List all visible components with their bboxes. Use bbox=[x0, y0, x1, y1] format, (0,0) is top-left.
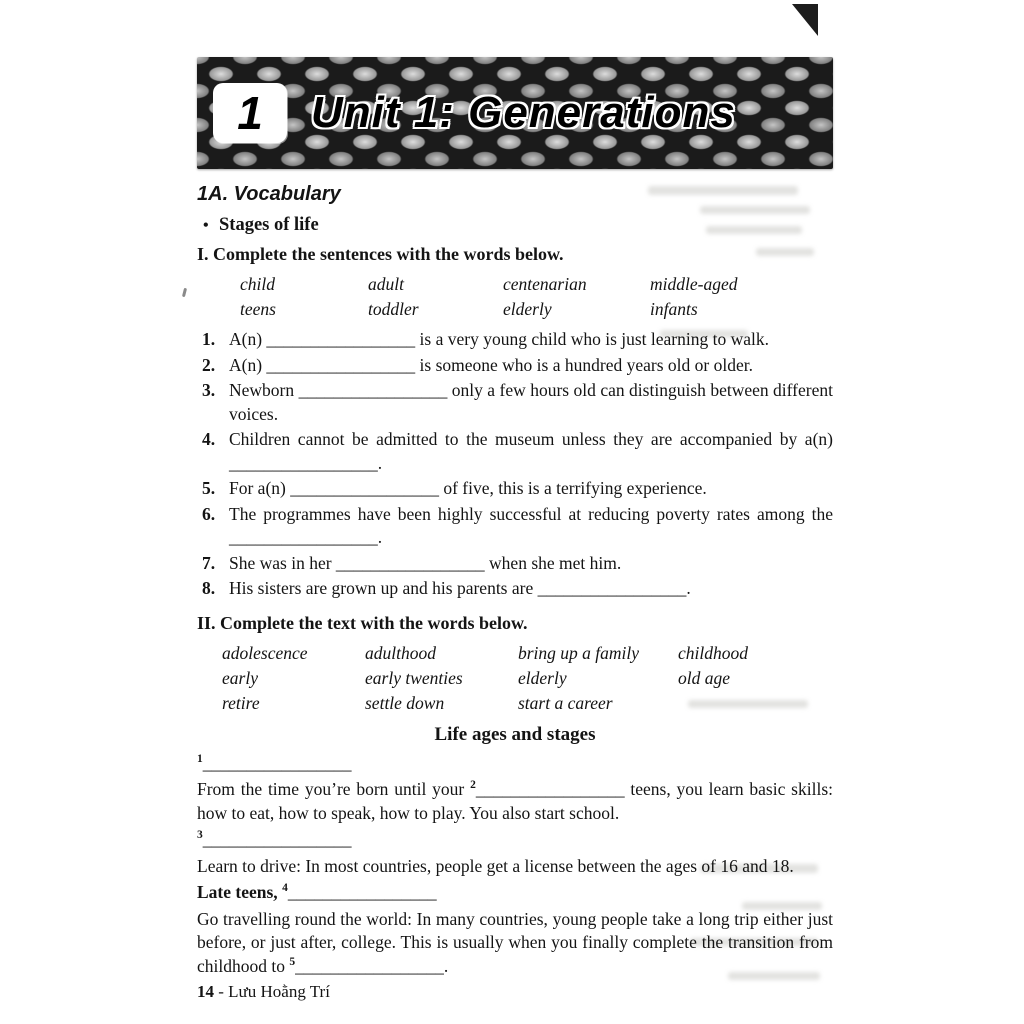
blank-number: 1 bbox=[197, 752, 203, 765]
unit-number-box bbox=[213, 83, 287, 143]
wordbank-word: centenarian bbox=[503, 274, 587, 294]
text-paragraph-3 bbox=[197, 908, 833, 979]
wordbank-word: childhood bbox=[678, 642, 748, 663]
sentence-item bbox=[197, 328, 833, 352]
sentence-item bbox=[197, 354, 833, 378]
scan-corner-mark bbox=[792, 4, 818, 36]
wordbank-word: infants bbox=[650, 299, 698, 319]
item-number: 7. bbox=[202, 552, 216, 573]
item-text: A(n) _________________ is a very young child who is just learning to walk. bbox=[229, 329, 770, 349]
item-number: 5. bbox=[202, 478, 216, 498]
exercise1-items bbox=[197, 328, 833, 601]
item-number: 6. bbox=[202, 503, 216, 524]
paragraph-text: teens, you learn basic skills: how to eat, how to speak, how to play. You also start school. bbox=[197, 779, 833, 823]
blank-number: 2 bbox=[470, 779, 476, 792]
exercise1-wordbank bbox=[240, 272, 833, 322]
item-number: 1. bbox=[202, 329, 216, 349]
item-text: She was in her _________________ when she met him. bbox=[229, 552, 622, 573]
bullet-icon: • bbox=[203, 217, 209, 234]
paragraph-text: . bbox=[443, 955, 449, 976]
wordbank-word: settle down bbox=[365, 692, 445, 713]
wordbank-word: middle-aged bbox=[650, 274, 738, 294]
blank-number: 4 bbox=[282, 882, 288, 895]
wordbank-word: adolescence bbox=[222, 642, 308, 663]
page-number: 14 bbox=[197, 982, 214, 1001]
item-text: For a(n) _________________ of five, this is a terrifying experience. bbox=[229, 478, 707, 498]
footer-author: - Lưu Hoằng Trí bbox=[214, 982, 330, 1001]
exercise2-wordbank bbox=[222, 641, 833, 716]
sentence-item bbox=[197, 552, 833, 576]
wordbank-word: elderly bbox=[518, 667, 567, 688]
item-text: His sisters are grown up and his parents are _________________. bbox=[229, 578, 691, 598]
unit-banner bbox=[197, 57, 833, 169]
wordbank-word: adult bbox=[368, 274, 404, 294]
blank-number: 3 bbox=[197, 829, 203, 842]
item-number: 8. bbox=[202, 578, 216, 598]
sentence-item bbox=[197, 477, 833, 501]
sentence-item bbox=[197, 428, 833, 475]
unit-title: Unit 1: Generations bbox=[311, 88, 736, 137]
text-blank-line-1 bbox=[197, 752, 833, 776]
blank-line: _________________ bbox=[202, 829, 352, 849]
paragraph-text: Learn to drive: In most countries, people get a license between the ages of 16 and 18. bbox=[197, 855, 794, 876]
blank-line: _________________ bbox=[295, 955, 444, 976]
page-footer bbox=[197, 982, 330, 1002]
wordbank-word: start a career bbox=[518, 692, 613, 713]
paragraph-text: From the time you’re born until your bbox=[197, 779, 471, 799]
scan-speck bbox=[182, 288, 187, 297]
blank-number: 5 bbox=[289, 955, 296, 968]
wordbank-word: bring up a family bbox=[518, 642, 640, 663]
item-text: Children cannot be admitted to the museum unless they are accompanied by a(n) _________________. bbox=[229, 429, 833, 473]
item-number: 2. bbox=[202, 354, 216, 375]
text-title: Life ages and stages bbox=[434, 723, 596, 745]
sentence-item bbox=[197, 503, 833, 550]
wordbank-word: early twenties bbox=[365, 667, 463, 688]
exercise2-instruction: II. Complete the text with the words below. bbox=[197, 612, 528, 633]
exercise1-instruction: I. Complete the sentences with the words below. bbox=[197, 244, 564, 264]
sentence-item bbox=[197, 379, 833, 426]
item-number: 3. bbox=[202, 380, 216, 400]
item-text: The programmes have been highly successful at reducing poverty rates among the _________________. bbox=[229, 503, 833, 547]
blank-line: _________________ bbox=[475, 779, 625, 799]
wordbank-word: teens bbox=[240, 299, 276, 319]
wordbank-word: retire bbox=[222, 692, 260, 713]
wordbank-word: child bbox=[240, 274, 275, 294]
item-number: 4. bbox=[202, 429, 216, 449]
item-text: Newborn _________________ only a few hours old can distinguish between different voices. bbox=[229, 380, 833, 424]
wordbank-word: old age bbox=[678, 667, 731, 688]
paragraph-lead: Late teens, bbox=[197, 882, 283, 902]
item-text: A(n) _________________ is someone who is a hundred years old or older. bbox=[229, 354, 753, 375]
page-content bbox=[197, 183, 833, 981]
section-heading: 1A. Vocabulary bbox=[197, 183, 341, 205]
text-paragraph-2 bbox=[197, 855, 833, 879]
wordbank-word: early bbox=[222, 667, 258, 688]
wordbank-word: elderly bbox=[503, 299, 552, 319]
blank-line: _________________ bbox=[202, 752, 352, 773]
topic-heading bbox=[197, 215, 833, 236]
topic-label: Stages of life bbox=[219, 215, 319, 235]
unit-number: 1 bbox=[237, 87, 263, 139]
paragraph-text: Go travelling round the world: In many countries, young people take a long trip either just before, or just after, college. This is usually when you finally complete the transition from childhood to bbox=[197, 908, 833, 976]
text-blank-line-3 bbox=[197, 828, 833, 852]
text-paragraph-1 bbox=[197, 778, 833, 825]
wordbank-word: adulthood bbox=[365, 642, 436, 663]
wordbank-word: toddler bbox=[368, 299, 419, 319]
exercise2 bbox=[197, 613, 833, 979]
text-blank-line-4 bbox=[197, 881, 833, 905]
sentence-item bbox=[197, 577, 833, 601]
blank-line: _________________ bbox=[287, 882, 437, 902]
